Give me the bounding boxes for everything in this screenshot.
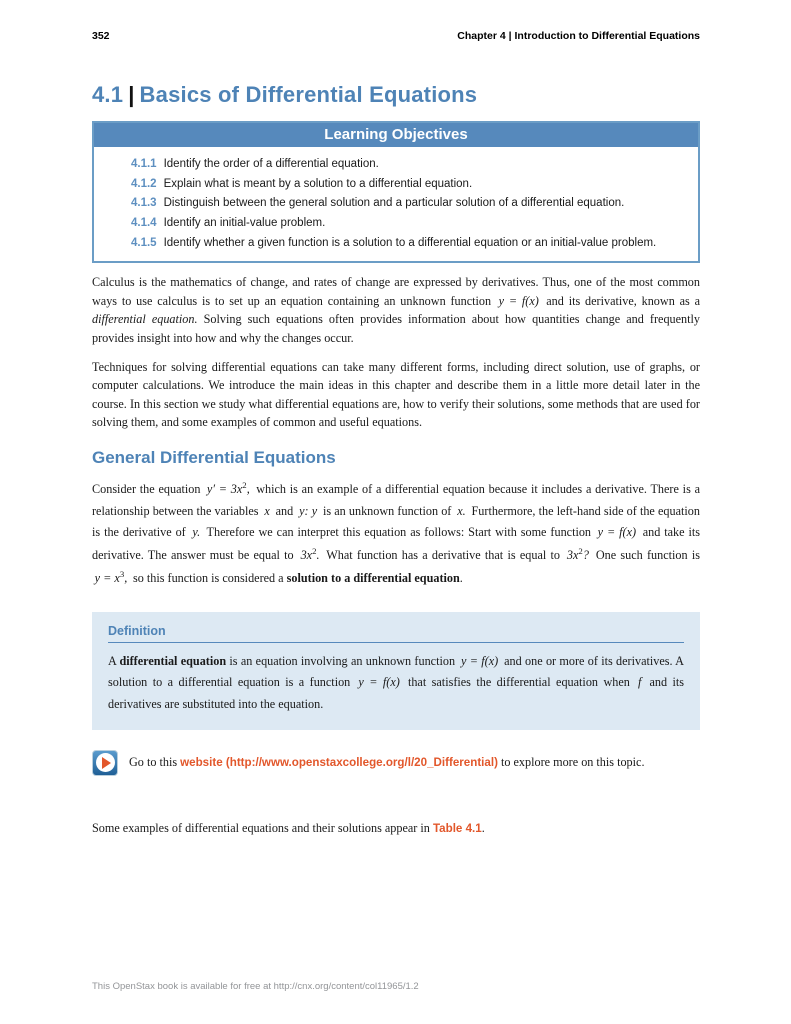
text-run: is an unknown function of [319, 503, 455, 518]
examples-sentence [92, 821, 700, 836]
inline-math: y = f(x) [498, 293, 539, 308]
learning-objective-item [131, 235, 678, 252]
objective-number: 4.1.5 [131, 236, 157, 249]
inline-math: $y = x^3$, [94, 568, 128, 585]
inline-math: f [637, 675, 642, 690]
learning-objective-item [131, 195, 678, 212]
inline-math: x. [457, 503, 466, 518]
text-run: Consider the equation [92, 481, 205, 496]
text-run: and one or more of its derivatives. A solution to a differential equation is a function [108, 653, 684, 690]
text-run: and its derivatives are substituted into the equation. [108, 675, 685, 711]
learning-objectives-list [94, 147, 698, 261]
text-run: What function has a derivative that is equal to [322, 548, 565, 563]
inline-math: $3x^2$. [300, 545, 320, 563]
learning-objectives-box [92, 121, 700, 263]
intro-paragraph-2: Techniques for solving differential equations can take many different forms, including direct solution, use of graphs, or computer calculations. We introduce the main ideas in this chapter and describe them in a little more detail later in the course. In this section we study what differential equations are, how to verify their solutions, some methods that are used for solving them, and some examples of common and useful equations. [92, 359, 700, 430]
inline-math: y = f(x) [461, 653, 499, 668]
inline-math: y. [192, 525, 201, 540]
text-run: . [481, 820, 485, 835]
inline-math: x [264, 503, 270, 518]
inline-math: y = f(x) [358, 675, 400, 690]
objective-text: Identify whether a given function is a solution to a differential equation or an initial-value problem. [163, 236, 657, 249]
text-run: so this function is considered a [129, 570, 287, 585]
objective-number: 4.1.2 [131, 177, 157, 190]
text-run: . [459, 570, 463, 585]
text-run: that satisfies the differential equation when [402, 675, 636, 690]
inline-math: $y' = 3x^2$, [206, 479, 250, 496]
subsection-heading: General Differential Equations [92, 447, 336, 467]
section-title [92, 82, 700, 108]
objective-number: 4.1.1 [131, 158, 157, 170]
objective-text: Explain what is meant by a solution to a differential equation. [163, 177, 473, 190]
text-run: which is an example of a differential equation because it includes a derivative. There is a relationship between the variables [92, 481, 701, 518]
objective-text: Identify an initial-value problem. [163, 217, 326, 230]
title-divider: | [128, 82, 135, 107]
definition-box [92, 612, 700, 730]
section-number: 4.1 [92, 82, 124, 107]
running-header [92, 0, 700, 42]
media-callout [92, 750, 700, 776]
section-title-text: Basics of Differential Equations [139, 82, 478, 107]
text-run: and its derivative, known as a [541, 293, 700, 308]
definition-heading: Definition [108, 624, 684, 643]
inline-math: y = f(x) [597, 525, 637, 540]
objective-text: Distinguish between the general solution and a particular solution of a differential equation. [163, 197, 625, 210]
inline-math: $3x^2$? [566, 545, 589, 563]
learning-objective-item [131, 215, 678, 232]
definition-body [108, 651, 684, 716]
text-run: differential equation. [92, 312, 198, 327]
text-run: Calculus is the mathematics of change, and rates of change are expressed by derivatives. Thus, one of the most common ways to use calculus is to set up an equation containing an unknown function [92, 275, 700, 308]
book-availability-footer: This OpenStax book is available for free at http://cnx.org/content/col11965/1.2 [92, 981, 419, 992]
page-number: 352 [92, 30, 110, 42]
text-run: One such function is [591, 548, 700, 563]
intro-paragraph-1 [92, 273, 700, 347]
text-run: A [108, 653, 120, 668]
play-triangle-icon [102, 757, 111, 769]
text-run: Furthermore, the left-hand side of the equation is the derivative of [92, 503, 700, 540]
text-run: differential equation [119, 653, 227, 668]
superscript: 2 [242, 479, 247, 490]
objective-text: Identify the order of a differential equation. [163, 158, 379, 170]
superscript: 2 [578, 545, 583, 556]
learning-objective-item [131, 156, 678, 173]
text-run: Go to this [129, 754, 181, 769]
learning-objectives-heading: Learning Objectives [94, 123, 698, 147]
text-run: and take its derivative. The answer must be equal to [92, 525, 700, 563]
superscript: 2 [312, 545, 317, 556]
text-run: Therefore we can interpret this equation as follows: Start with some function [202, 525, 595, 540]
text-run: solution to a differential equation [286, 570, 460, 585]
text-run: to explore more on this topic. [497, 754, 645, 769]
text-run: and [272, 503, 297, 518]
general-equations-paragraph [92, 478, 700, 590]
inline-math: y: y [299, 503, 318, 518]
video-play-icon[interactable] [92, 750, 118, 776]
objective-number: 4.1.3 [131, 197, 157, 210]
play-circle [96, 753, 115, 772]
text-run: Some examples of differential equations and their solutions appear in [92, 820, 433, 835]
table-4-1-link[interactable]: Table 4.1 [432, 821, 482, 835]
text-run: Solving such equations often provides information about how quantities change and frequently provides insight into how and why the changes occur. [92, 312, 700, 345]
media-text [129, 750, 645, 771]
superscript: 3 [119, 568, 125, 579]
objective-number: 4.1.4 [131, 217, 157, 230]
text-run: is an equation involving an unknown function [226, 653, 459, 668]
chapter-header: Chapter 4 | Introduction to Differential Equations [457, 30, 700, 42]
website-link[interactable]: website (http://www.openstaxcollege.org/l/20_Differential) [180, 755, 498, 769]
learning-objective-item [131, 176, 678, 193]
